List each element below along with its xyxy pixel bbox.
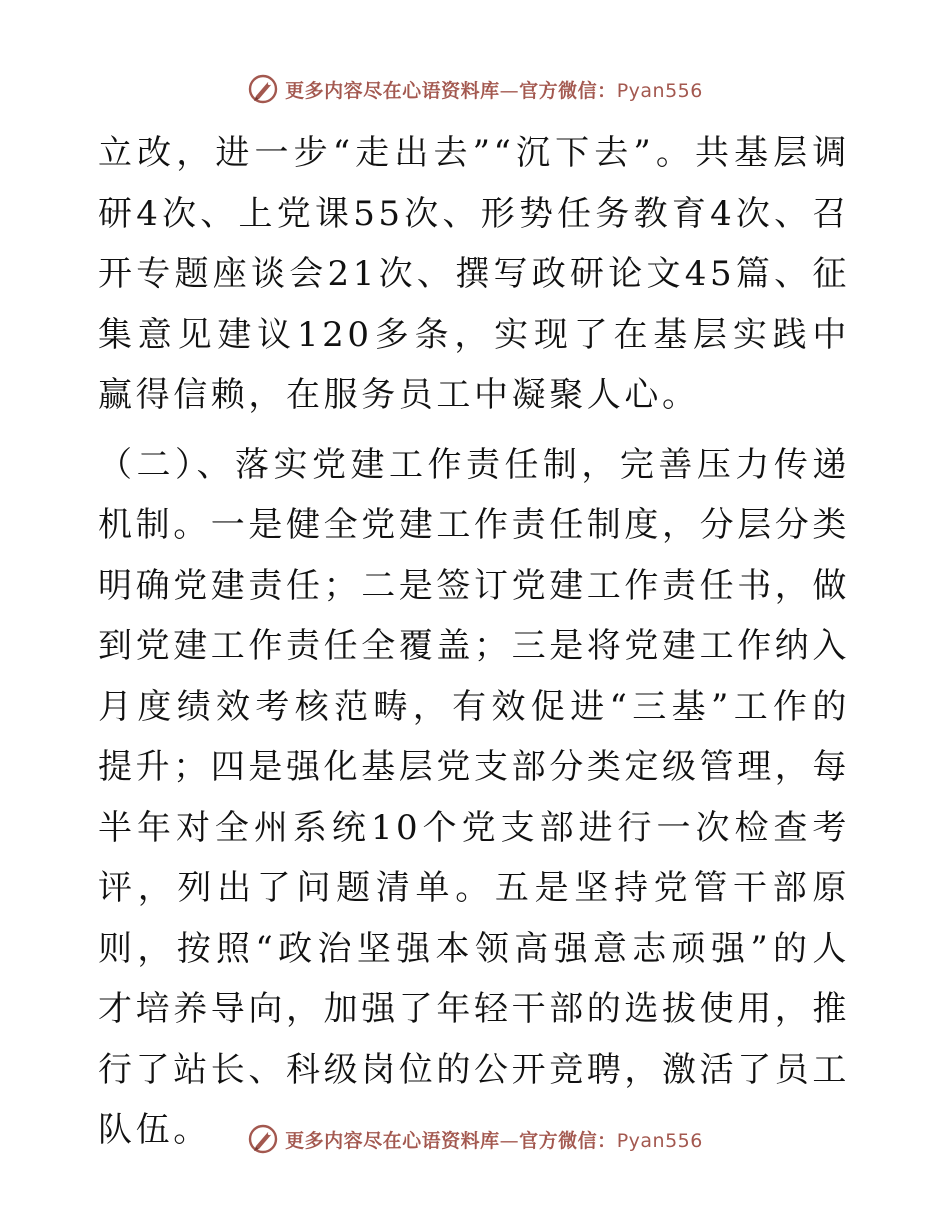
footer-watermark [0, 1119, 950, 1159]
header-watermark [0, 69, 950, 109]
watermark-site-name: 更多内容尽在心语资料库 [285, 1129, 500, 1152]
watermark-text [285, 1126, 703, 1153]
pen-logo-icon [247, 73, 279, 105]
document-body [98, 123, 850, 1161]
watermark-text [285, 76, 703, 103]
watermark-site-name: 更多内容尽在心语资料库 [285, 79, 500, 102]
pen-logo-icon [247, 1123, 279, 1155]
watermark-separator: — [499, 79, 520, 102]
watermark-wechat-id: Pyan556 [616, 79, 703, 102]
paragraph: （二）、落实党建工作责任制，完善压力传递机制。一是健全党建工作责任制度，分层分类明确党建责任；二是签订党建工作责任书，做到党建工作责任全覆盖；三是将党建工作纳入月度绩效考核范畴，有效促进“三基”工作的提升；四是强化基层党支部分类定级管理，每半年对全州系统10个党支部进行一次检查考评，列出了问题清单。五是坚持党管干部原则，按照“政治坚强本领高强意志顽强”的人才培养导向，加强了年轻干部的选拔使用，推行了站长、科级岗位的公开竞聘，激活了员工队伍。 [98, 444, 850, 1150]
watermark-label: 官方微信： [519, 79, 617, 102]
watermark-wechat-id: Pyan556 [616, 1129, 703, 1152]
paragraph: 立改，进一步“走出去”“沉下去”。共基层调研4次、上党课55次、形势任务教育4次、召开专题座谈会21次、撰写政研论文45篇、征集意见建议120多条，实现了在基层实践中赢得信赖，在服务员工中凝聚人心。 [98, 133, 850, 415]
watermark-separator: — [499, 1129, 520, 1152]
watermark-label: 官方微信： [519, 1129, 617, 1152]
